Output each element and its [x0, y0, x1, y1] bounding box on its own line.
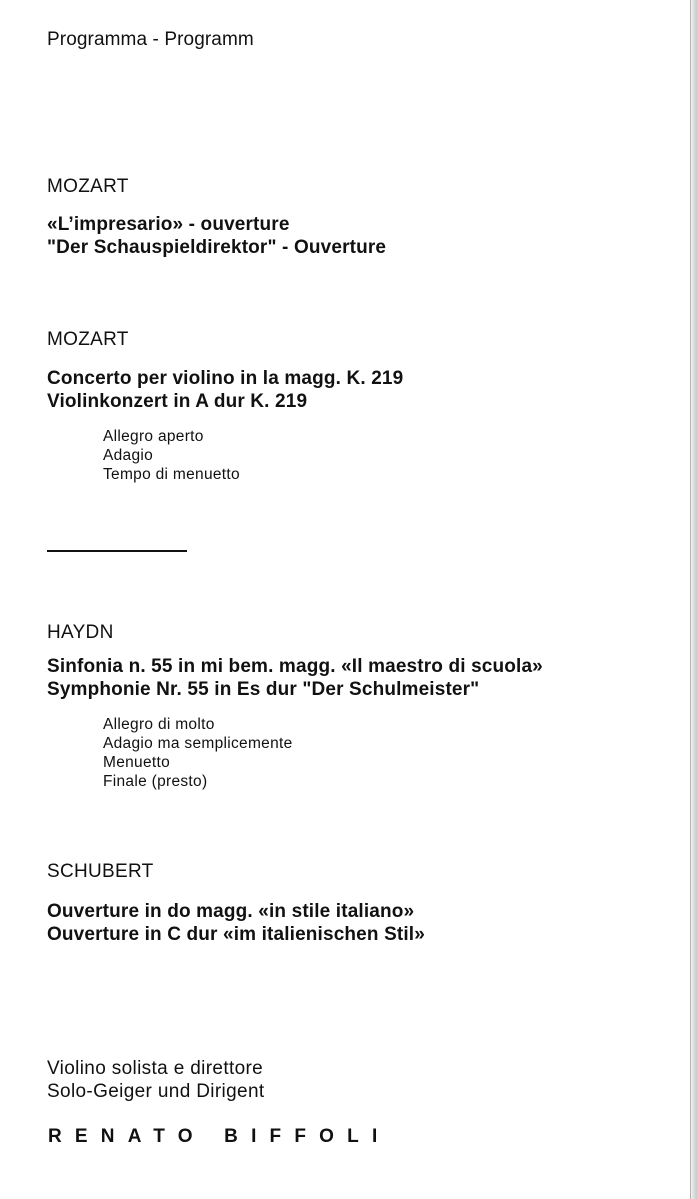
movement-item: Allegro di molto — [103, 716, 215, 733]
work-line-italian: Concerto per violino in la magg. K. 219 — [47, 368, 404, 389]
work-title-1 — [47, 213, 386, 259]
work-line-german: Violinkonzert in A dur K. 219 — [47, 391, 308, 412]
work-title-4 — [47, 900, 425, 946]
movement-item: Menuetto — [103, 754, 171, 771]
role-line-german: Solo-Geiger und Dirigent — [47, 1081, 265, 1102]
movement-item: Allegro aperto — [103, 428, 204, 445]
composer-mozart-2: MOZART — [47, 329, 129, 350]
movement-item: Adagio — [103, 447, 154, 464]
composer-schubert: SCHUBERT — [47, 861, 154, 882]
work-line-german: "Der Schauspieldirektor" - Ouverture — [47, 237, 387, 258]
work-line-italian: Ouverture in do magg. «in stile italiano» — [47, 901, 415, 922]
movement-list-3 — [103, 715, 293, 791]
role-line-italian: Violino solista e direttore — [47, 1058, 264, 1079]
intermission-divider — [47, 550, 187, 552]
work-line-italian: Sinfonia n. 55 in mi bem. magg. «Il maestro di scuola» — [47, 656, 543, 677]
composer-haydn: HAYDN — [47, 622, 114, 643]
work-title-2 — [47, 367, 403, 413]
composer-mozart-1: MOZART — [47, 176, 129, 197]
work-line-german: Symphonie Nr. 55 in Es dur "Der Schulmeister" — [47, 679, 480, 700]
performer-name: RENATO BIFFOLI — [48, 1126, 391, 1147]
work-line-italian: «L’impresario» - ouverture — [47, 214, 290, 235]
page-edge — [691, 0, 697, 1199]
movement-list-2 — [103, 427, 240, 484]
movement-item: Adagio ma semplicemente — [103, 735, 293, 752]
program-header: Programma - Programm — [47, 29, 254, 50]
work-title-3 — [47, 655, 543, 701]
movement-item: Finale (presto) — [103, 773, 208, 790]
performer-role — [47, 1057, 265, 1103]
movement-item: Tempo di menuetto — [103, 466, 240, 483]
work-line-german: Ouverture in C dur «im italienischen Stil» — [47, 924, 425, 945]
